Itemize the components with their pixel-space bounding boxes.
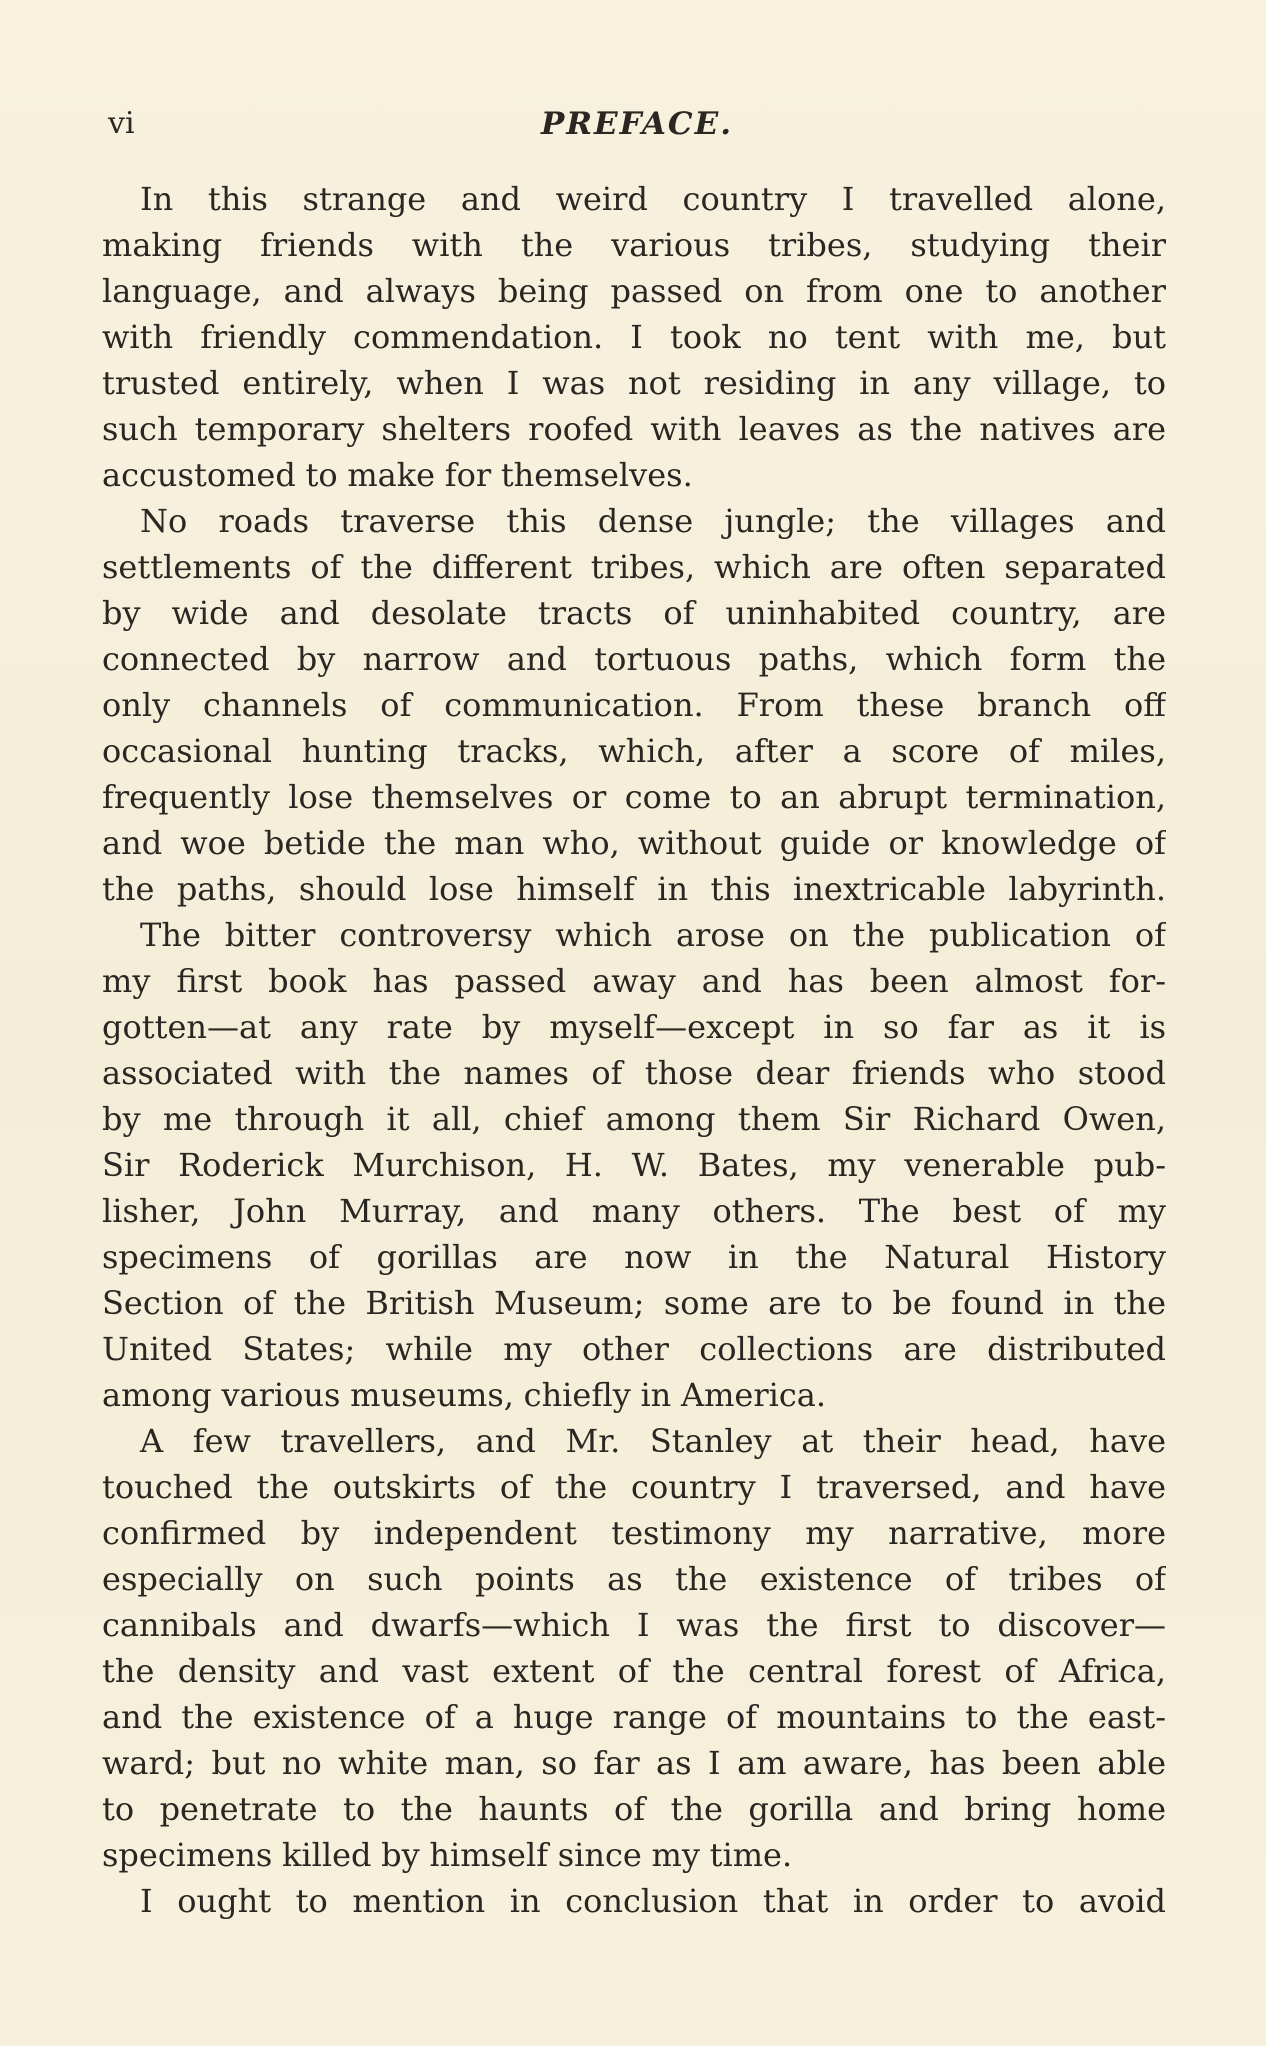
text-line: connected by narrow and tortuous paths, which form the <box>102 640 1166 678</box>
text-line: United States; while my other collections are distributed <box>102 1330 1166 1368</box>
text-line: language, and always being passed on from one to another <box>102 272 1166 310</box>
text-line: by wide and desolate tracts of uninhabited country, are <box>102 594 1166 632</box>
text-line: Section of the British Museum; some are to be found in the <box>102 1284 1166 1322</box>
text-line: making friends with the various tribes, studying their <box>102 226 1166 264</box>
page-number: vi <box>108 106 135 141</box>
text-line: specimens of gorillas are now in the Natural History <box>102 1238 1166 1276</box>
text-line: by me through it all, chief among them Sir Richard Owen, <box>102 1100 1166 1138</box>
text-line: especially on such points as the existence of tribes of <box>102 1560 1166 1598</box>
text-line: cannibals and dwarfs—which I was the first to discover— <box>102 1606 1166 1644</box>
text-line: trusted entirely, when I was not residing in any village, to <box>102 364 1166 402</box>
text-line: only channels of communication. From these branch off <box>102 686 1166 724</box>
text-line: touched the outskirts of the country I traversed, and have <box>102 1468 1166 1506</box>
text-line: to penetrate to the haunts of the gorilla and bring home <box>102 1790 1166 1828</box>
text-line: with friendly commendation. I took no tent with me, but <box>102 318 1166 356</box>
text-line: gotten—at any rate by myself—except in so far as it is <box>102 1008 1166 1046</box>
text-line: ward; but no white man, so far as I am aware, has been able <box>102 1744 1166 1782</box>
body-text <box>102 176 1166 1924</box>
text-line: and woe betide the man who, without guide or knowledge of <box>102 824 1166 862</box>
text-line: No roads traverse this dense jungle; the villages and <box>140 502 1166 540</box>
text-line: confirmed by independent testimony my narrative, more <box>102 1514 1166 1552</box>
text-line: lisher, John Murray, and many others. The best of my <box>102 1192 1166 1230</box>
page-header <box>108 104 1166 144</box>
text-line: occasional hunting tracks, which, after a score of miles, <box>102 732 1166 770</box>
text-line: specimens killed by himself since my time. <box>102 1836 793 1874</box>
running-head: PREFACE. <box>540 106 734 142</box>
text-line: In this strange and weird country I travelled alone, <box>140 180 1166 218</box>
text-line: associated with the names of those dear friends who stood <box>102 1054 1166 1092</box>
text-line: accustomed to make for themselves. <box>102 456 693 494</box>
text-line: Sir Roderick Murchison, H. W. Bates, my venerable pub- <box>102 1146 1166 1184</box>
text-line: the paths, should lose himself in this inextricable labyrinth. <box>102 870 1166 908</box>
text-line: I ought to mention in conclusion that in order to avoid <box>140 1882 1166 1920</box>
text-line: frequently lose themselves or come to an abrupt termination, <box>102 778 1166 816</box>
text-line: The bitter controversy which arose on the publication of <box>140 916 1166 954</box>
text-line: and the existence of a huge range of mountains to the east- <box>102 1698 1166 1736</box>
text-line: among various museums, chiefly in America. <box>102 1376 827 1414</box>
text-line: A few travellers, and Mr. Stanley at their head, have <box>140 1422 1166 1460</box>
text-line: such temporary shelters roofed with leaves as the natives are <box>102 410 1166 448</box>
text-line: my first book has passed away and has been almost for- <box>102 962 1166 1000</box>
text-line: the density and vast extent of the central forest of Africa, <box>102 1652 1166 1690</box>
text-line: settlements of the different tribes, which are often separated <box>102 548 1166 586</box>
